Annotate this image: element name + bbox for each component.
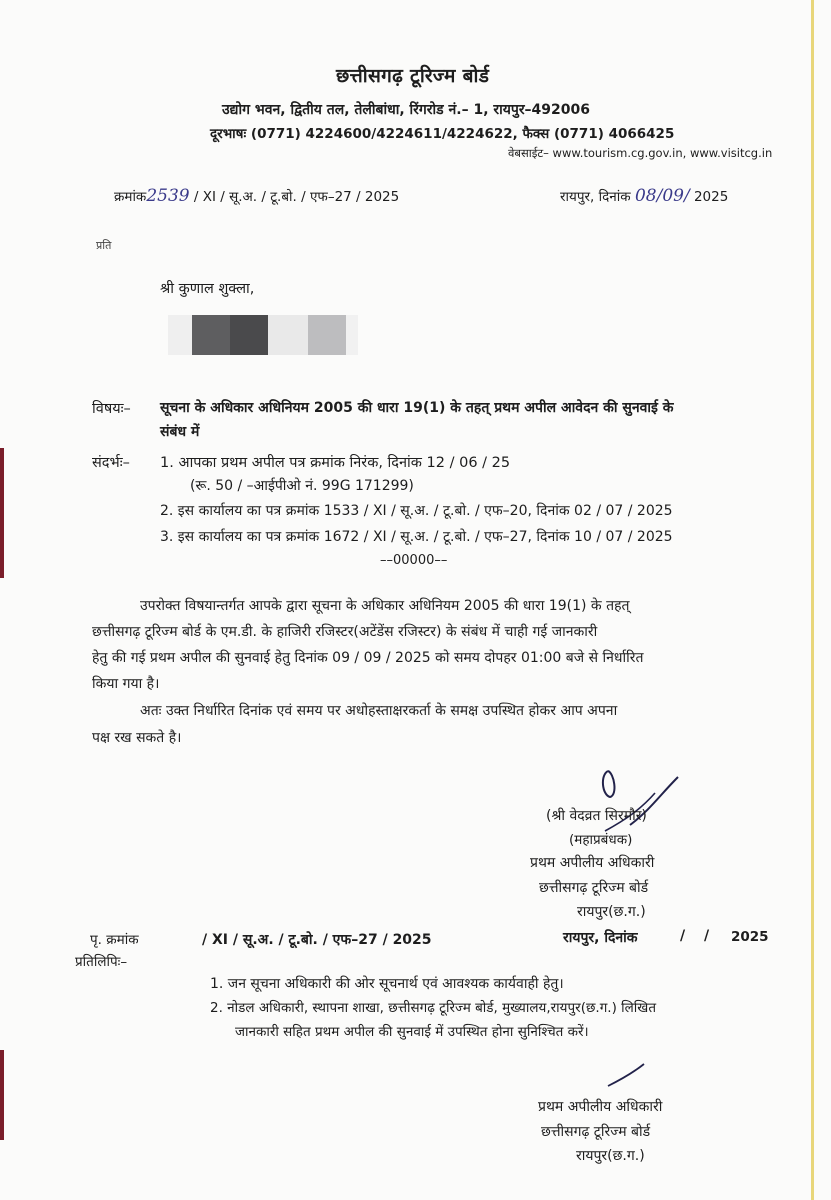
ref-number xyxy=(114,186,399,206)
copy-ref-value: / XI / सू.अ. / टू.बो. / एफ–27 / 2025 xyxy=(202,932,432,948)
subject-label: विषयः– xyxy=(92,401,131,417)
copy-signatory-city: रायपुर(छ.ग.) xyxy=(576,1148,645,1164)
org-phone: दूरभाषः (0771) 4224600/4224611/4224622, फैक्स (0771) 4066425 xyxy=(210,126,675,142)
org-address: उद्योग भवन, द्वितीय तल, तेलीबांधा, रिंगरोड नं.– 1, रायपुर–492006 xyxy=(222,102,590,118)
reference-item: 2. इस कार्यालय का पत्र क्रमांक 1533 / XI / सू.अ. / टू.बो. / एफ–20, दिनांक 02 / 07 / 2025 xyxy=(160,503,673,519)
recipient-name: श्री कुणाल शुक्ला, xyxy=(160,281,255,297)
copy-signatory-org: छत्तीसगढ़ टूरिज्म बोर्ड xyxy=(541,1124,651,1140)
redacted-block xyxy=(268,315,308,355)
org-name: छत्तीसगढ़ टूरिज्म बोर्ड xyxy=(336,65,490,87)
ref-suffix: / XI / सू.अ. / टू.बो. / एफ–27 / 2025 xyxy=(193,189,400,205)
reference-item: (रू. 50 / –आईपीओ नं. 99G 171299) xyxy=(190,478,414,494)
signatory-org: छत्तीसगढ़ टूरिज्म बोर्ड xyxy=(539,880,649,896)
signatory-designation: (महाप्रबंधक) xyxy=(569,832,633,848)
scan-edge-mark xyxy=(0,1050,4,1140)
ref-place-date-label: रायपुर, दिनांक xyxy=(560,189,631,205)
reference-separator: ––00000–– xyxy=(380,553,448,568)
copy-signatory-role: प्रथम अपीलीय अधिकारी xyxy=(538,1099,663,1115)
signatory-city: रायपुर(छ.ग.) xyxy=(577,904,646,920)
body-para-1-line: किया गया है। xyxy=(92,676,160,692)
signature-scribble-2 xyxy=(600,1060,650,1090)
copy-place-date: रायपुर, दिनांक xyxy=(563,930,638,946)
signatory-role: प्रथम अपीलीय अधिकारी xyxy=(530,855,655,871)
reference-item: 1. आपका प्रथम अपील पत्र क्रमांक निरंक, दिनांक 12 / 06 / 25 xyxy=(160,455,511,471)
page-edge-border xyxy=(811,0,814,1200)
org-website: वेबसाईट– www.tourism.cg.gov.in, www.visitcg.in xyxy=(508,146,773,160)
ref-handwritten-date: 08/09/ xyxy=(634,186,690,206)
body-para-2-line: पक्ष रख सकते है। xyxy=(92,730,182,746)
ref-handwritten-number: 2539 xyxy=(146,186,190,206)
redacted-block xyxy=(346,315,358,355)
copy-item: 2. नोडल अधिकारी, स्थापना शाखा, छत्तीसगढ़ टूरिज्म बोर्ड, मुख्यालय,रायपुर(छ.ग.) लिखित xyxy=(210,1000,657,1016)
reference-item: 3. इस कार्यालय का पत्र क्रमांक 1672 / XI / सू.अ. / टू.बो. / एफ–27, दिनांक 10 / 07 / 2025 xyxy=(160,529,673,545)
copy-label: प्रतिलिपिः– xyxy=(75,954,128,970)
body-para-1-line: छत्तीसगढ़ टूरिज्म बोर्ड के एम.डी. के हाजिरी रजिस्टर(अटेंडेंस रजिस्टर) के संबंध में चाही गई जानकारी xyxy=(92,624,598,640)
subject-line-2: संबंध में xyxy=(160,424,200,440)
signatory-name: (श्री वेदव्रत सिरमौर) xyxy=(546,808,647,824)
redacted-block xyxy=(192,315,230,355)
redacted-block xyxy=(308,315,346,355)
body-para-1-line: उपरोक्त विषयान्तर्गत आपके द्वारा सूचना के अधिकार अधिनियम 2005 की धारा 19(1) के तहत् xyxy=(140,598,630,614)
redacted-block xyxy=(168,315,192,355)
ref-date xyxy=(560,186,728,206)
copy-date-blank: / / xyxy=(680,928,710,944)
copy-item: 1. जन सूचना अधिकारी की ओर सूचनार्थ एवं आवश्यक कार्यवाही हेतु। xyxy=(210,976,564,992)
references-label: संदर्भः– xyxy=(92,455,130,471)
body-para-2-line: अतः उक्त निर्धारित दिनांक एवं समय पर अधोहस्ताक्षरकर्ता के समक्ष उपस्थित होकर आप अपना xyxy=(140,703,618,719)
redacted-block xyxy=(230,315,268,355)
scan-edge-mark xyxy=(0,448,4,578)
body-para-1-line: हेतु की गई प्रथम अपील की सुनवाई हेतु दिनांक 09 / 09 / 2025 को समय दोपहर 01:00 बजे से निर्धारित xyxy=(92,650,644,666)
copy-item-continuation: जानकारी सहित प्रथम अपील की सुनवाई में उपस्थित होना सुनिश्चित करें। xyxy=(235,1024,589,1040)
ref-prefix: क्रमांक xyxy=(114,189,147,205)
to-label: प्रति xyxy=(96,239,112,252)
subject-line-1: सूचना के अधिकार अधिनियम 2005 की धारा 19(1) के तहत् प्रथम अपील आवेदन की सुनवाई के xyxy=(160,400,674,416)
copy-year: 2025 xyxy=(731,929,769,945)
ref-year: 2025 xyxy=(693,189,729,205)
copy-ref-label: पृ. क्रमांक xyxy=(90,932,139,948)
